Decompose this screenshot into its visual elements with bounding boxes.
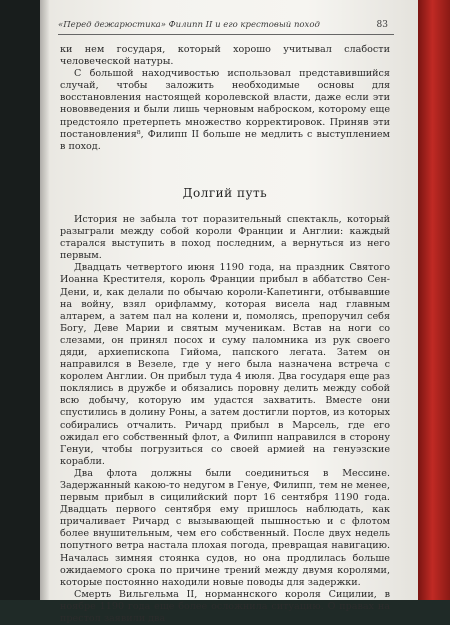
header-rule [58, 34, 394, 35]
paragraph: С большой находчивостью использовал представившийся случай, чтобы заложить необходимые основы для восстановления настоящей королевской власти, даже если эти нововведения и были лишь черновым наброском, которому еще предстояло претерпеть множество корректировок. Приняв эти постановления⁸, Филипп II больше не медлить с выступлением в поход. [60, 68, 390, 152]
section-title: Долгий путь [182, 185, 268, 200]
page-number: 83 [376, 20, 388, 30]
paragraph: Смерть Вильгельма II, норманнского короля Сицилии, в ноябре 1190 года еще более осложнила ситуацию. О правах на престол заявили два [60, 588, 390, 625]
page-content [48, 14, 408, 625]
running-head [58, 20, 388, 30]
book-cover-edge [418, 0, 450, 600]
body-text [60, 44, 390, 625]
paragraph: Двадцать четвертого июня 1190 года, на праздник Святого Иоанна Крестителя, король Франции прибыл в аббатство Сен-Дени, и, как делали по обычаю короли-Капетинги, отбывавшие на войну, взял орифламму, которая висела над главным алтарем, а затем пал на колени и, помолясь, препоручил себя Богу, Деве Марии и святым мученикам. Встав на ноги со слезами, он принял посох и суму паломника из рук своего дяди, архиепископа Гийома, папского легата. Затем он направился в Везеле, где у него была назначена встреча с королем Англии. Он прибыл туда 4 июля. Два государя еще раз поклялись в дружбе и обязались поровну делить между собой всю добычу, которую им удастся захватить. Вместе они спустились в долину Роны, а затем достигли портов, из которых собирались отчалить. Ричард прибыл в Марсель, где его ожидал его собственный флот, а Филипп направился в сторону Генуи, чтобы погрузиться со своей армией на генуэзские корабли. [60, 262, 390, 467]
background-left-dark [0, 0, 40, 600]
paragraph: Два флота должны были соединиться в Мессине. Задержанный какою-то недугом в Генуе, Филипп, тем не менее, первым прибыл в сицилийский порт 16 сентября 1190 года. Двадцать первого сентября ему пришлось наблюдать, как причаливает Ричард с вызывающей пышностью и с флотом более внушительным, чем его собственный. После двух недель попутного ветра настала плохая погода, превращая навигацию. Началась зимняя стоянка судов, но она продлилась больше ожидаемого срока по причине трений между двумя королями, которые постоянно находили новые поводы для задержки. [60, 467, 390, 588]
running-head-title: «Перед дежарюстика» Филипп II и его крестовый поход [58, 20, 320, 30]
paragraph: История не забыла тот поразительный спектакль, который разыграли между собой короли Франции и Англии: каждый старался выступить в поход последним, а вернуться из него первым. [60, 213, 390, 262]
paragraph: ки нем государя, который хорошо учитывал слабости человеческой натуры. [60, 44, 390, 68]
